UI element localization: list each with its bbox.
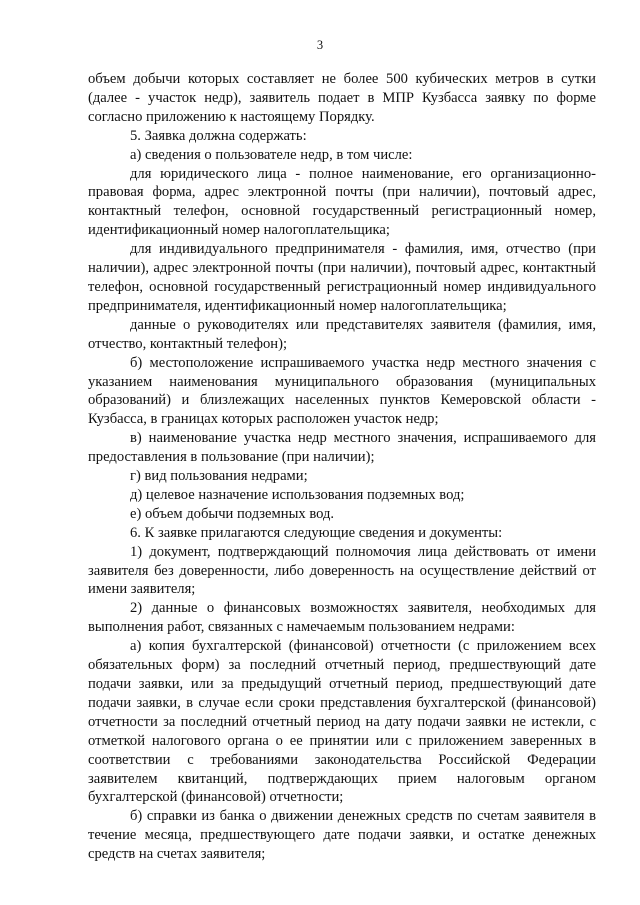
paragraph-item-6-1: 1) документ, подтверждающий полномочия лица действовать от имени заявителя без доверенности, либо доверенность на осуществление действий от имени заявителя; <box>88 543 596 598</box>
paragraph-item-5v: в) наименование участка недр местного значения, испрашиваемого для предоставления в пользование (при наличии); <box>88 430 596 466</box>
paragraph-item-6-2a: а) копия бухгалтерской (финансовой) отчетности (с приложением всех обязательных форм) за последний отчетный период, предшествующий дате подачи заявки, или за предыдущий отчетный период, предшествующий дате подачи заявки, в случае если сроки представления бухгалтерской (финансовой) отчетности за последний отчетный период на дату подачи заявки не истекли, с отметкой налогового органа о ее принятии или с приложением заверенных в соответствии с требованиями законодательства Российской Федерации заявителем квитанций, подтверждающих прием налоговым органом бухгалтерской (финансовой) отчетности; <box>88 638 596 806</box>
paragraph-legal-entity: для юридического лица - полное наименование, его организационно-правовая форма, адрес электронной почты (при наличии), почтовый адрес, контактный телефон, основной государственный регистрационный номер, идентификационный номер налогоплательщика; <box>88 165 596 239</box>
page-number: 3 <box>316 38 324 52</box>
paragraph-continuation: объем добычи которых составляет не более 500 кубических метров в сутки (далее - участок недр), заявитель подает в МПР Кузбасса заявку по форме согласно приложению к настоящему Порядку. <box>88 71 596 125</box>
paragraph-item-5e: е) объем добычи подземных вод. <box>130 505 335 522</box>
document-body <box>88 70 596 864</box>
paragraph-individual-entrepreneur: для индивидуального предпринимателя - фамилия, имя, отчество (при наличии), адрес электронной почты (при наличии), почтовый адрес, контактный телефон, основной государственный регистрационный номер индивидуального предпринимателя, идентификационный номер налогоплательщика; <box>88 241 596 314</box>
paragraph-item-6: 6. К заявке прилагаются следующие сведения и документы: <box>130 524 503 541</box>
paragraph-item-5a: а) сведения о пользователе недр, в том числе: <box>130 146 413 163</box>
paragraph-item-5d: д) целевое назначение использования подземных вод; <box>130 486 465 503</box>
paragraph-representatives: данные о руководителях или представителях заявителя (фамилия, имя, отчество, контактный телефон); <box>88 316 596 352</box>
paragraph-item-5: 5. Заявка должна содержать: <box>130 127 307 144</box>
paragraph-item-5b: б) местоположение испрашиваемого участка недр местного значения с указанием наименования муниципального образования (муниципальных образований) и близлежащих населенных пунктов Кемеровской области - Кузбасса, в границах которых расположен участок недр; <box>88 354 596 428</box>
paragraph-item-6-2b: б) справки из банка о движении денежных средств по счетам заявителя в течение месяца, предшествующего дате подачи заявки, и остатке денежных средств на счетах заявителя; <box>88 808 596 863</box>
paragraph-item-6-2: 2) данные о финансовых возможностях заявителя, необходимых для выполнения работ, связанных с намечаемым пользованием недрами: <box>88 600 596 636</box>
paragraph-item-5g: г) вид пользования недрами; <box>130 468 308 485</box>
